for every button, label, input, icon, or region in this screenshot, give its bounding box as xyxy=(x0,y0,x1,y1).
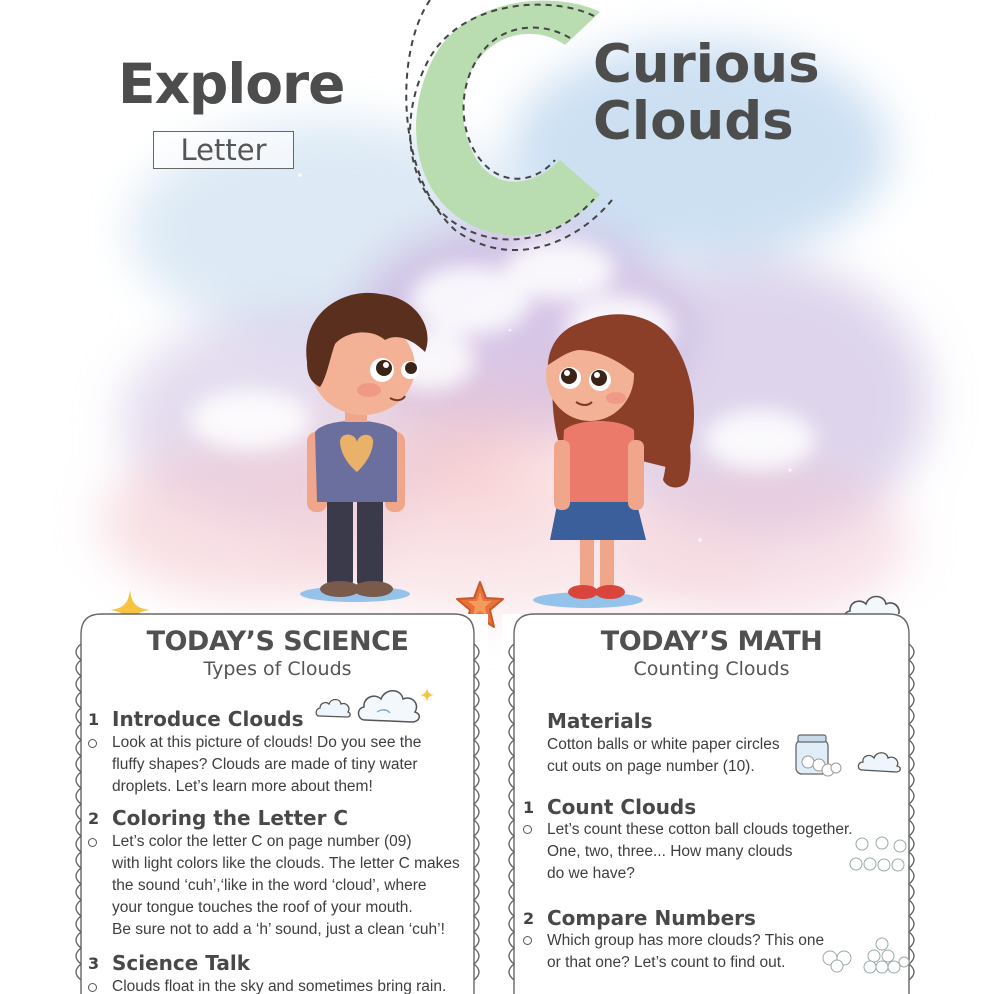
materials-text: Cotton balls or white paper circles cut outs on page number (10). xyxy=(547,736,780,775)
step-text: Let’s color the letter C on page number (09) with light colors like the clouds. The letter C makes the sound ‘cuh’,‘like in the word ‘cloud’, where your tongue touches the roof of your mouth. Be sure not to add a ‘h’ sound, just a clean ‘cuh’! xyxy=(112,833,460,938)
step-text: Which group has more clouds? This one or that one? Let’s count to find out. xyxy=(547,932,825,971)
cloud-icon xyxy=(315,682,435,726)
step-text: Let’s count these cotton ball clouds together. One, two, three... How many clouds do we have? xyxy=(547,821,853,882)
curious-clouds-title: Curious Clouds xyxy=(593,34,820,152)
step-title: Introduce Clouds xyxy=(112,707,304,731)
math-card xyxy=(502,614,921,994)
science-subtitle: Types of Clouds xyxy=(203,658,352,680)
letter-label-box: Letter xyxy=(153,131,294,169)
step-number: 2 xyxy=(88,809,100,828)
step-title: Science Talk xyxy=(112,951,251,975)
bullet-icon xyxy=(523,936,532,945)
bullet-icon xyxy=(88,983,97,992)
cotton-ball-icon xyxy=(848,836,910,876)
science-card xyxy=(67,614,488,994)
math-title: TODAY’S MATH xyxy=(600,626,823,657)
step-text: Look at this picture of clouds! Do you see the fluffy shapes? Clouds are made of tiny water droplets. Let’s learn more about them! xyxy=(112,734,422,795)
math-subtitle: Counting Clouds xyxy=(633,658,790,680)
boy-illustration xyxy=(285,282,485,602)
step-number: 2 xyxy=(523,909,535,928)
step-number: 1 xyxy=(88,710,100,729)
step-title: Compare Numbers xyxy=(547,906,756,930)
science-heading xyxy=(67,626,488,680)
step-text: Clouds float in the sky and sometimes bring rain. xyxy=(112,978,447,994)
math-heading xyxy=(502,626,921,680)
girl-illustration xyxy=(528,290,728,610)
step-title: Coloring the Letter C xyxy=(112,806,349,830)
step-number: 1 xyxy=(523,798,535,817)
step-number: 3 xyxy=(88,954,100,973)
science-title: TODAY’S SCIENCE xyxy=(146,626,409,657)
bullet-icon xyxy=(523,825,532,834)
cotton-ball-icon xyxy=(820,934,912,976)
bullet-icon xyxy=(88,739,97,748)
explore-title: Explore xyxy=(118,52,345,116)
cloud-icon xyxy=(856,746,906,774)
step-title: Count Clouds xyxy=(547,795,697,819)
materials-title: Materials xyxy=(547,709,653,733)
cotton-jar-icon xyxy=(792,732,844,778)
bullet-icon xyxy=(88,838,97,847)
